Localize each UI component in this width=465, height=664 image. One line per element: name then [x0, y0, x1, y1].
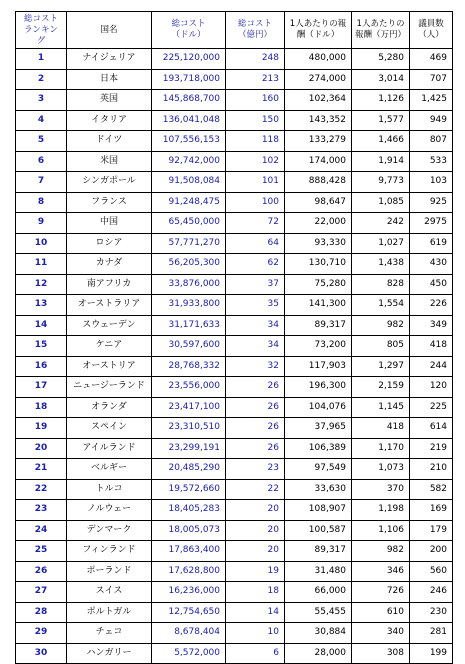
cell-salary-man: 610: [352, 602, 410, 623]
cell-salary-man: 418: [352, 418, 410, 439]
cost-ranking-sheet: [15, 11, 453, 664]
cell-total-oku: 102: [226, 151, 285, 172]
header-members-line: （人）: [418, 30, 444, 40]
cell-salary-man: 726: [352, 582, 410, 603]
cell-total-usd: 23,310,510: [152, 418, 226, 439]
cell-total-usd: 20,485,290: [152, 459, 226, 480]
cell-total-oku: 34: [226, 336, 285, 357]
header-total-usd: [152, 12, 226, 49]
cell-total-oku: 26: [226, 418, 285, 439]
cell-total-oku: 64: [226, 233, 285, 254]
cell-members: 226: [410, 295, 453, 316]
cell-rank: 6: [16, 151, 67, 172]
cell-total-usd: 31,933,800: [152, 295, 226, 316]
cell-rank: 14: [16, 315, 67, 336]
cell-total-oku: 10: [226, 623, 285, 644]
cell-members: 614: [410, 418, 453, 439]
table-row: [16, 438, 453, 459]
header-row: [16, 12, 453, 49]
cell-salary-usd: 100,587: [285, 520, 352, 541]
table-row: [16, 459, 453, 480]
cell-members: 219: [410, 438, 453, 459]
cell-rank: 10: [16, 233, 67, 254]
cell-members: 199: [410, 643, 453, 664]
cell-salary-man: 1,145: [352, 397, 410, 418]
cell-salary-man: 982: [352, 315, 410, 336]
table-row: [16, 479, 453, 500]
cell-salary-man: 1,577: [352, 110, 410, 131]
cell-salary-man: 1,466: [352, 131, 410, 152]
cell-total-usd: 57,771,270: [152, 233, 226, 254]
cell-rank: 8: [16, 192, 67, 213]
table-row: [16, 356, 453, 377]
cell-country: ハンガリー: [67, 643, 152, 664]
cost-ranking-table: [15, 11, 453, 664]
cell-salary-usd: 104,076: [285, 397, 352, 418]
cell-total-oku: 37: [226, 274, 285, 295]
cell-rank: 20: [16, 438, 67, 459]
cell-salary-usd: 73,200: [285, 336, 352, 357]
cell-members: 210: [410, 459, 453, 480]
cell-total-usd: 23,417,100: [152, 397, 226, 418]
cell-total-usd: 91,248,475: [152, 192, 226, 213]
header-total-usd-line: （ドル）: [171, 30, 206, 40]
cell-salary-usd: 133,279: [285, 131, 352, 152]
cell-total-oku: 213: [226, 69, 285, 90]
cell-rank: 22: [16, 479, 67, 500]
cell-members: 103: [410, 172, 453, 193]
table-row: [16, 131, 453, 152]
cell-country: ケニア: [67, 336, 152, 357]
table-row: [16, 541, 453, 562]
cell-salary-man: 9,773: [352, 172, 410, 193]
cell-salary-man: 1,554: [352, 295, 410, 316]
header-total-oku-line: （億円）: [237, 30, 272, 40]
cell-members: 582: [410, 479, 453, 500]
cell-salary-usd: 143,352: [285, 110, 352, 131]
cell-total-oku: 19: [226, 561, 285, 582]
cell-country: ドイツ: [67, 131, 152, 152]
cell-country: シンガポール: [67, 172, 152, 193]
cell-total-oku: 26: [226, 397, 285, 418]
table-row: [16, 69, 453, 90]
cell-country: イタリア: [67, 110, 152, 131]
cell-country: トルコ: [67, 479, 152, 500]
cell-salary-man: 1,126: [352, 90, 410, 111]
cell-salary-usd: 93,330: [285, 233, 352, 254]
cell-rank: 27: [16, 582, 67, 603]
cell-members: 246: [410, 582, 453, 603]
cell-country: 中国: [67, 213, 152, 234]
cell-total-usd: 17,628,800: [152, 561, 226, 582]
cell-rank: 30: [16, 643, 67, 664]
cell-total-usd: 8,678,404: [152, 623, 226, 644]
cell-members: 1,425: [410, 90, 453, 111]
cell-salary-man: 370: [352, 479, 410, 500]
table-row: [16, 315, 453, 336]
cell-salary-man: 1,085: [352, 192, 410, 213]
cell-members: 120: [410, 377, 453, 398]
cell-members: 230: [410, 602, 453, 623]
table-row: [16, 561, 453, 582]
cell-country: 米国: [67, 151, 152, 172]
cell-salary-man: 346: [352, 561, 410, 582]
cell-country: フランス: [67, 192, 152, 213]
header-rank-line: 総コスト: [23, 13, 58, 24]
cell-total-usd: 56,205,300: [152, 254, 226, 275]
cell-total-usd: 92,742,000: [152, 151, 226, 172]
cell-total-usd: 28,768,332: [152, 356, 226, 377]
cell-members: 949: [410, 110, 453, 131]
cell-salary-usd: 141,300: [285, 295, 352, 316]
cell-salary-usd: 108,907: [285, 500, 352, 521]
table-row: [16, 233, 453, 254]
cell-total-oku: 14: [226, 602, 285, 623]
cell-salary-man: 1,438: [352, 254, 410, 275]
cell-total-oku: 20: [226, 500, 285, 521]
cell-total-usd: 18,405,283: [152, 500, 226, 521]
cell-members: 707: [410, 69, 453, 90]
cell-members: 430: [410, 254, 453, 275]
table-row: [16, 623, 453, 644]
cell-total-usd: 12,754,650: [152, 602, 226, 623]
cell-salary-usd: 75,280: [285, 274, 352, 295]
header-members: [410, 12, 453, 49]
header-salary-usd: [285, 12, 352, 49]
cell-country: ポルトガル: [67, 602, 152, 623]
cell-total-usd: 23,556,000: [152, 377, 226, 398]
cell-salary-usd: 174,000: [285, 151, 352, 172]
cell-members: 179: [410, 520, 453, 541]
table-row: [16, 336, 453, 357]
cell-members: 169: [410, 500, 453, 521]
cell-total-oku: 32: [226, 356, 285, 377]
cell-rank: 25: [16, 541, 67, 562]
cell-rank: 4: [16, 110, 67, 131]
cell-country: 英国: [67, 90, 152, 111]
cell-salary-man: 308: [352, 643, 410, 664]
header-rank-line: ランキン: [24, 24, 58, 35]
table-row: [16, 213, 453, 234]
cell-country: アイルランド: [67, 438, 152, 459]
cell-salary-usd: 117,903: [285, 356, 352, 377]
table-body: [16, 49, 453, 664]
cell-country: オーストリア: [67, 356, 152, 377]
cell-salary-usd: 196,300: [285, 377, 352, 398]
cell-salary-usd: 98,647: [285, 192, 352, 213]
table-row: [16, 602, 453, 623]
table-row: [16, 418, 453, 439]
cell-rank: 29: [16, 623, 67, 644]
cell-members: 533: [410, 151, 453, 172]
cell-total-oku: 26: [226, 438, 285, 459]
cell-salary-usd: 28,000: [285, 643, 352, 664]
table-row: [16, 172, 453, 193]
cell-salary-usd: 888,428: [285, 172, 352, 193]
cell-salary-usd: 55,455: [285, 602, 352, 623]
header-country: [67, 12, 152, 49]
cell-salary-usd: 33,630: [285, 479, 352, 500]
cell-salary-man: 5,280: [352, 49, 410, 70]
cell-total-usd: 65,450,000: [152, 213, 226, 234]
cell-total-oku: 62: [226, 254, 285, 275]
cell-members: 418: [410, 336, 453, 357]
cell-total-usd: 193,718,000: [152, 69, 226, 90]
cell-country: スペイン: [67, 418, 152, 439]
cell-total-oku: 6: [226, 643, 285, 664]
cell-total-oku: 118: [226, 131, 285, 152]
cell-total-oku: 22: [226, 479, 285, 500]
cell-salary-usd: 37,965: [285, 418, 352, 439]
table-row: [16, 397, 453, 418]
cell-rank: 11: [16, 254, 67, 275]
header-rank-line: グ: [36, 35, 46, 46]
header-salary-man: [352, 12, 410, 49]
cell-salary-man: 2,159: [352, 377, 410, 398]
cell-country: チェコ: [67, 623, 152, 644]
cell-salary-man: 1,073: [352, 459, 410, 480]
cell-total-oku: 26: [226, 377, 285, 398]
header-country-line: 国名: [100, 24, 118, 35]
cell-country: フィンランド: [67, 541, 152, 562]
cell-salary-man: 1,198: [352, 500, 410, 521]
cell-country: カナダ: [67, 254, 152, 275]
cell-rank: 23: [16, 500, 67, 521]
cell-total-usd: 225,120,000: [152, 49, 226, 70]
header-total-oku-line: 総コスト: [237, 19, 272, 29]
table-row: [16, 274, 453, 295]
cell-country: ニュージーランド: [67, 377, 152, 398]
cell-rank: 18: [16, 397, 67, 418]
cell-salary-man: 1,106: [352, 520, 410, 541]
cell-salary-usd: 106,389: [285, 438, 352, 459]
cell-country: スイス: [67, 582, 152, 603]
table-row: [16, 254, 453, 275]
cell-salary-usd: 31,480: [285, 561, 352, 582]
cell-total-oku: 101: [226, 172, 285, 193]
cell-salary-man: 242: [352, 213, 410, 234]
cell-rank: 26: [16, 561, 67, 582]
cell-total-usd: 30,597,600: [152, 336, 226, 357]
header-rank: [16, 12, 67, 49]
table-row: [16, 520, 453, 541]
cell-country: ポーランド: [67, 561, 152, 582]
cell-country: ナイジェリア: [67, 49, 152, 70]
cell-salary-man: 982: [352, 541, 410, 562]
header-total-usd-line: 総コスト: [171, 19, 206, 29]
cell-members: 200: [410, 541, 453, 562]
cell-country: 日本: [67, 69, 152, 90]
cell-total-usd: 18,005,073: [152, 520, 226, 541]
cell-salary-usd: 274,000: [285, 69, 352, 90]
cell-country: 南アフリカ: [67, 274, 152, 295]
cell-rank: 13: [16, 295, 67, 316]
cell-members: 349: [410, 315, 453, 336]
cell-salary-man: 340: [352, 623, 410, 644]
cell-total-oku: 34: [226, 315, 285, 336]
cell-total-oku: 72: [226, 213, 285, 234]
cell-members: 2975: [410, 213, 453, 234]
cell-total-usd: 145,868,700: [152, 90, 226, 111]
cell-rank: 28: [16, 602, 67, 623]
cell-members: 807: [410, 131, 453, 152]
cell-total-oku: 35: [226, 295, 285, 316]
cell-total-usd: 23,299,191: [152, 438, 226, 459]
cell-total-oku: 248: [226, 49, 285, 70]
header-total-oku: [226, 12, 285, 49]
cell-salary-man: 805: [352, 336, 410, 357]
cell-salary-usd: 30,884: [285, 623, 352, 644]
table-row: [16, 643, 453, 664]
cell-salary-usd: 130,710: [285, 254, 352, 275]
cell-country: ベルギー: [67, 459, 152, 480]
table-row: [16, 377, 453, 398]
cell-total-oku: 23: [226, 459, 285, 480]
cell-country: ロシア: [67, 233, 152, 254]
cell-members: 925: [410, 192, 453, 213]
cell-rank: 24: [16, 520, 67, 541]
cell-country: オランダ: [67, 397, 152, 418]
cell-rank: 16: [16, 356, 67, 377]
table-row: [16, 90, 453, 111]
cell-total-oku: 20: [226, 541, 285, 562]
cell-salary-man: 1,914: [352, 151, 410, 172]
header-salary-usd-line: 酬（ドル）: [296, 30, 340, 40]
cell-members: 469: [410, 49, 453, 70]
cell-members: 450: [410, 274, 453, 295]
cell-rank: 15: [16, 336, 67, 357]
cell-total-oku: 100: [226, 192, 285, 213]
header-members-line: 議員数: [418, 19, 444, 29]
cell-total-usd: 136,041,048: [152, 110, 226, 131]
cell-salary-usd: 102,364: [285, 90, 352, 111]
table-row: [16, 500, 453, 521]
table-row: [16, 151, 453, 172]
cell-total-usd: 17,863,400: [152, 541, 226, 562]
cell-country: ノルウェー: [67, 500, 152, 521]
cell-total-oku: 150: [226, 110, 285, 131]
cell-salary-usd: 66,000: [285, 582, 352, 603]
cell-total-oku: 160: [226, 90, 285, 111]
cell-members: 619: [410, 233, 453, 254]
cell-total-usd: 19,572,660: [152, 479, 226, 500]
cell-salary-man: 828: [352, 274, 410, 295]
cell-salary-man: 3,014: [352, 69, 410, 90]
cell-country: デンマーク: [67, 520, 152, 541]
cell-members: 560: [410, 561, 453, 582]
cell-total-usd: 16,236,000: [152, 582, 226, 603]
table-row: [16, 110, 453, 131]
cell-total-usd: 33,876,000: [152, 274, 226, 295]
header-salary-man-line: 報酬（万円）: [354, 30, 406, 40]
cell-salary-usd: 89,317: [285, 541, 352, 562]
cell-rank: 17: [16, 377, 67, 398]
table-row: [16, 49, 453, 70]
cell-members: 244: [410, 356, 453, 377]
table-row: [16, 295, 453, 316]
cell-rank: 19: [16, 418, 67, 439]
cell-rank: 5: [16, 131, 67, 152]
header-salary-usd-line: 1人あたりの報: [289, 19, 347, 29]
cell-salary-usd: 97,549: [285, 459, 352, 480]
cell-salary-man: 1,297: [352, 356, 410, 377]
table-row: [16, 192, 453, 213]
cell-total-usd: 91,508,084: [152, 172, 226, 193]
cell-rank: 12: [16, 274, 67, 295]
cell-rank: 7: [16, 172, 67, 193]
header-salary-man-line: 1人あたりの: [356, 19, 405, 29]
cell-rank: 21: [16, 459, 67, 480]
cell-country: スウェーデン: [67, 315, 152, 336]
cell-total-usd: 107,556,153: [152, 131, 226, 152]
cell-rank: 1: [16, 49, 67, 70]
cell-salary-usd: 22,000: [285, 213, 352, 234]
cell-rank: 3: [16, 90, 67, 111]
cell-total-usd: 31,171,633: [152, 315, 226, 336]
cell-salary-man: 1,170: [352, 438, 410, 459]
cell-rank: 9: [16, 213, 67, 234]
cell-salary-usd: 89,317: [285, 315, 352, 336]
cell-members: 281: [410, 623, 453, 644]
cell-country: オーストラリア: [67, 295, 152, 316]
cell-salary-man: 1,027: [352, 233, 410, 254]
cell-members: 225: [410, 397, 453, 418]
cell-total-oku: 20: [226, 520, 285, 541]
table-row: [16, 582, 453, 603]
cell-total-usd: 5,572,000: [152, 643, 226, 664]
cell-salary-usd: 480,000: [285, 49, 352, 70]
cell-rank: 2: [16, 69, 67, 90]
cell-total-oku: 18: [226, 582, 285, 603]
